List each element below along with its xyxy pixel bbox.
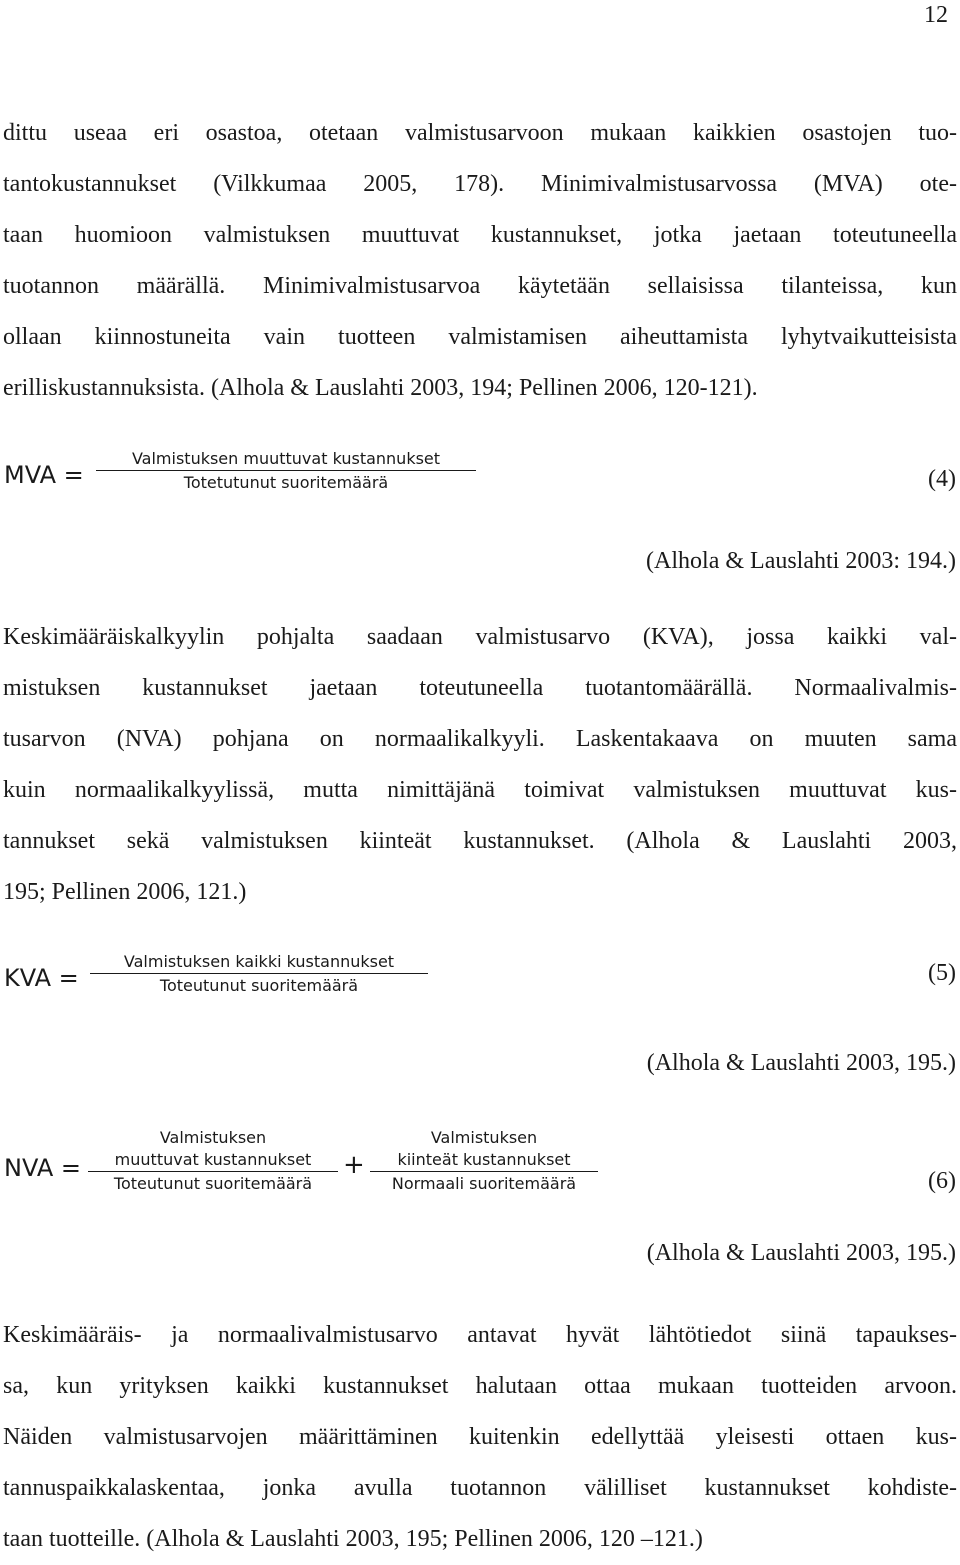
paragraph-line: 195; Pellinen 2006, 121.): [3, 879, 247, 905]
paragraph-line: erilliskustannuksista. (Alhola & Lauslahti 2003, 194; Pellinen 2006, 120-121).: [3, 375, 758, 401]
paragraph-line: sa, kun yrityksen kaikki kustannukset halutaan ottaa mukaan tuotteiden arvoon.: [3, 1373, 957, 1399]
formula-citation: (Alhola & Lauslahti 2003, 195.): [646, 1050, 956, 1076]
formula-lhs: MVA =: [4, 461, 84, 489]
paragraph-line: taan tuotteille. (Alhola & Lauslahti 2003, 195; Pellinen 2006, 120 –121.): [3, 1526, 703, 1552]
paragraph-1: [3, 108, 957, 414]
paragraph-line: taan huomioon valmistuksen muuttuvat kustannukset, jotka jaetaan toteutuneella: [3, 222, 957, 248]
numerator-line-2: muuttuvat kustannukset: [114, 1150, 312, 1169]
fraction-term-2: [370, 1127, 598, 1194]
fraction-numerator: [370, 1127, 598, 1172]
paragraph-line: Näiden valmistusarvojen määrittäminen kuitenkin edellyttää yleisesti ottaen kus-: [3, 1424, 957, 1450]
paragraph-line: kuin normaalikalkyylissä, mutta nimittäjänä toimivat valmistuksen muuttuvat kus-: [3, 777, 957, 803]
fraction-term-1: [88, 1127, 338, 1194]
fraction-denominator: Toteutunut suoritemäärä: [113, 1174, 313, 1193]
paragraph-2: [3, 612, 957, 918]
paragraph-line: tuotannon määrällä. Minimivalmistusarvoa käytetään sellaisissa tilanteissa, kun: [3, 273, 957, 299]
paragraph-line: Keskimääräiskalkyylin pohjalta saadaan valmistusarvo (KVA), jossa kaikki val-: [3, 624, 957, 650]
formula-lhs: NVA =: [4, 1154, 81, 1182]
paragraph-line: tannuspaikkalaskentaa, jonka avulla tuotannon välilliset kustannukset kohdiste-: [3, 1475, 957, 1501]
plus-operator: +: [343, 1150, 365, 1180]
fraction: [96, 448, 476, 493]
formula-citation: (Alhola & Lauslahti 2003: 194.): [646, 548, 956, 574]
paragraph-line: mistuksen kustannukset jaetaan toteutuneella tuotantomäärällä. Normaalivalmis-: [3, 675, 957, 701]
paragraph-line: dittu useaa eri osastoa, otetaan valmistusarvoon mukaan kaikkien osastojen tuo-: [3, 120, 957, 146]
fraction-numerator: Valmistuksen muuttuvat kustannukset: [96, 448, 476, 471]
paragraph-line: tantokustannukset (Vilkkumaa 2005, 178). Minimivalmistusarvossa (MVA) ote-: [3, 171, 957, 197]
fraction-numerator: Valmistuksen kaikki kustannukset: [90, 951, 428, 974]
fraction: [90, 951, 428, 996]
fraction-denominator: Totetutunut suoritemäärä: [183, 473, 389, 492]
numerator-line-2: kiinteät kustannukset: [397, 1150, 571, 1169]
fraction-denominator: Normaali suoritemäärä: [391, 1174, 577, 1193]
equation-number: (4): [928, 466, 956, 492]
fraction-numerator: [88, 1127, 338, 1172]
numerator-line-1: Valmistuksen: [430, 1128, 538, 1147]
paragraph-line: ollaan kiinnostuneita vain tuotteen valmistamisen aiheuttamista lyhytvaikutteisista: [3, 324, 957, 350]
paragraph-line: tannukset sekä valmistuksen kiinteät kustannukset. (Alhola & Lauslahti 2003,: [3, 828, 957, 854]
page-number: 12: [924, 2, 948, 28]
equation-number: (6): [928, 1168, 956, 1194]
equation-number: (5): [928, 960, 956, 986]
paragraph-3: [3, 1310, 957, 1565]
paragraph-line: Keskimääräis- ja normaalivalmistusarvo antavat hyvät lähtötiedot siinä tapaukses-: [3, 1322, 957, 1348]
paragraph-line: tusarvon (NVA) pohjana on normaalikalkyyli. Laskentakaava on muuten sama: [3, 726, 957, 752]
fraction-denominator: Toteutunut suoritemäärä: [159, 976, 359, 995]
formula-citation: (Alhola & Lauslahti 2003, 195.): [646, 1240, 956, 1266]
formula-lhs: KVA =: [4, 964, 79, 992]
numerator-line-1: Valmistuksen: [159, 1128, 267, 1147]
